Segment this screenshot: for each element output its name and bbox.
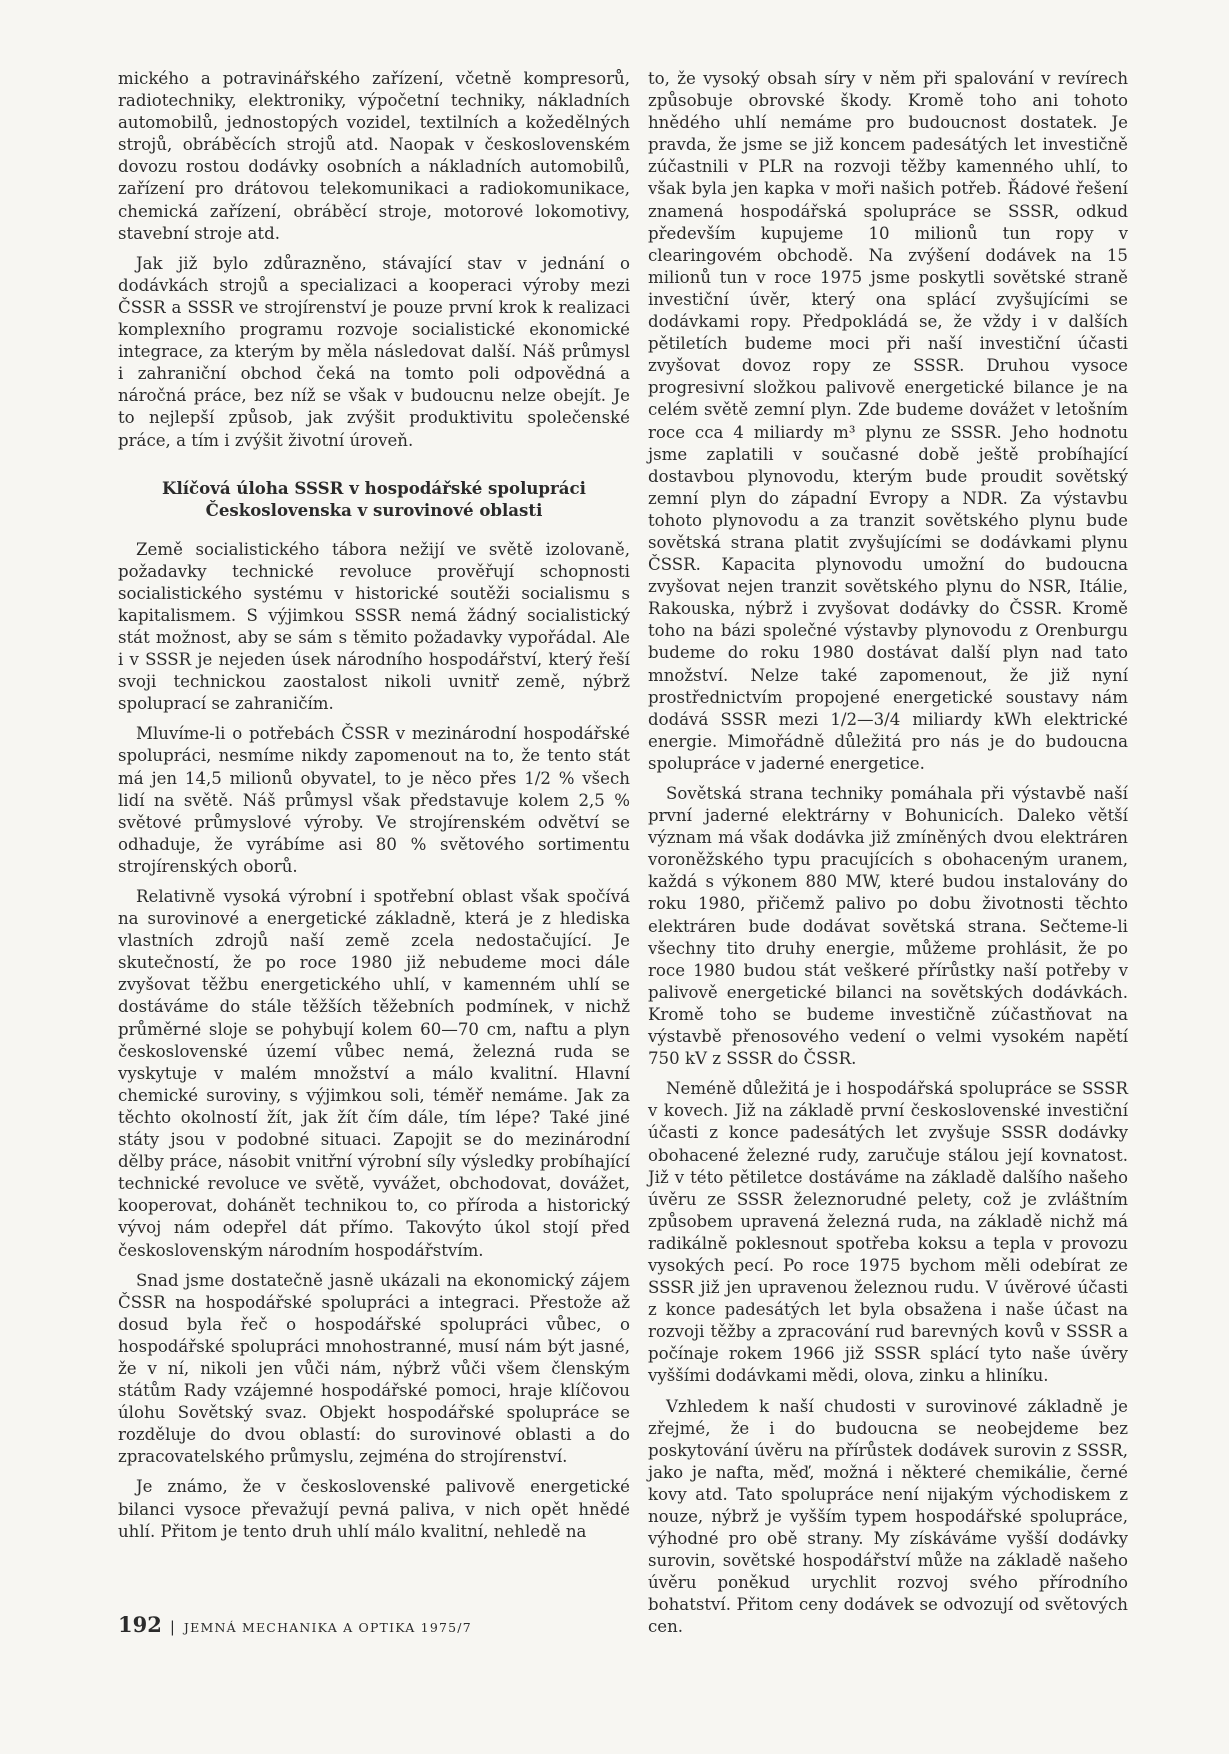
footer-separator: | [169,1618,176,1636]
page-footer [118,1612,472,1637]
paragraph: Snad jsme dostatečně jasně ukázali na ekonomický zájem ČSSR na hospodářské spolupráci a integraci. Přestože až dosud byla řeč o hospodářské spolupráci vůbec, o hospodářské spolupráci mnohostranné, musí nám být jasné, že v ní, nikoli jen vůči nám, nýbrž vůči všem členským státům Rady vzájemné hospodářské pomoci, hraje klíčovou úlohu Sovětský svaz. Objekt hospodářské spolupráce se rozděluje do dvou oblastí: do surovinové oblasti a do zpracovatelského průmyslu, zejména do strojírenství. [118,1270,630,1467]
paragraph: Země socialistického tábora nežijí ve světě izolovaně, požadavky technické revoluce prověřují schopnosti socialistického systému v historické soutěži socialismu s kapitalismem. S výjimkou SSSR nemá žádný socialistický stát možnost, aby se sám s těmito požadavky vypořádal. Ale i v SSSR je nejeden úsek národního hospodářství, který řeší svoji technickou zaostalost nikoli uvnitř země, nýbrž spoluprací se zahraničím. [118,539,630,714]
paragraph: Relativně vysoká výrobní i spotřební oblast však spočívá na surovinové a energetické základně, která je z hlediska vlastních zdrojů naší země zcela nedostačující. Je skutečností, že po roce 1980 již nebudeme moci dále zvyšovat těžbu energetického uhlí, v kamenném uhlí se dostáváme do stále těžších těžebních podmínek, v nichž průměrné sloje se pohybují kolem 60—70 cm, naftu a plyn československé území vůbec nemá, železná ruda se vyskytuje v malém množství a málo kvalitní. Hlavní chemické suroviny, s výjimkou soli, téměř nemáme. Jak za těchto okolností žít, jak žít čím dále, tím lépe? Také jiné státy jsou v podobné situaci. Zapojit se do mezinárodní dělby práce, násobit vnitřní výrobní síly výsledky probíhající technické revoluce ve světě, vyvážet, obchodovat, dovážet, kooperovat, dohánět technikou to, co příroda a historický vývoj nám odepřel dát přímo. Takovýto úkol stojí před československým národním hospodářstvím. [118,887,630,1260]
left-column [118,68,630,1551]
paragraph: mického a potravinářského zařízení, včetně kompresorů, radiotechniky, elektroniky, výpočetní techniky, nákladních automobilů, jednostopých vozidel, textilních a kožedělných strojů, obráběcích strojů atd. Naopak v československém dovozu rostou dodávky osobních a nákladních automobilů, zařízení pro drátovou telekomunikaci a radiokomunikace, chemická zařízení, obráběcí stroje, motorové lokomotivy, stavební stroje atd. [118,69,630,243]
paragraph: Vzhledem k naší chudosti v surovinové základně je zřejmé, že i do budoucna se neobejdeme bez poskytování úvěru na přírůstek dodávek surovin z SSSR, jako je nafta, měď, možná i některé chemikálie, černé kovy atd. Tato spolupráce není nijakým východiskem z nouze, nýbrž je vyšším typem hospodářské spolupráce, výhodné pro obě strany. My získáváme vyšší dodávky surovin, sovětské hospodářství může na základě našeho úvěru poněkud urychlit rozvoj svého přírodního bohatství. Přitom ceny dodávek se odvozují od světových cen. [648,1396,1128,1637]
paragraph: Je známo, že v československé palivově energetické bilanci vysoce převažují pevná paliva, v nich opět hnědé uhlí. Přitom je tento druh uhlí málo kvalitní, nehledě na [118,1477,630,1541]
section-heading-line: Klíčová úloha SSSR v hospodářské spolupráci [162,477,586,498]
paragraph: Mluvíme-li o potřebách ČSSR v mezinárodní hospodářské spolupráci, nesmíme nikdy zapomenout na to, že tento stát má jen 14,5 milionů obyvatel, to je něco přes 1/2 % všech lidí na světě. Náš průmysl však představuje kolem 2,5 % světové průmyslové výroby. Ve strojírenském odvětví se odhaduje, že vyrábíme asi 80 % světového sortimentu strojírenských oborů. [118,724,630,876]
journal-title: JEMNÁ MECHANIKA A OPTIKA 1975/7 [183,1620,472,1635]
paragraph: Jak již bylo zdůrazněno, stávající stav v jednání o dodávkách strojů a specializaci a kooperaci výroby mezi ČSSR a SSSR ve strojírenství je pouze první krok k realizaci komplexního programu rozvoje socialistické ekonomické integrace, za kterým by měla následovat další. Náš průmysl i zahraniční obchod čeká na tomto poli odpovědná a náročná práce, bez níž se však v budoucnu nelze obejít. Je to nejlepší způsob, jak zvýšit produktivitu společenské práce, a tím i zvýšit životní úroveň. [118,253,630,450]
paragraph: to, že vysoký obsah síry v něm při spalování v revírech způsobuje obrovské škody. Kromě toho ani tohoto hnědého uhlí nemáme pro budoucnost dostatek. Je pravda, že jsme se již koncem padesátých let investičně zúčastnili v PLR na rozvoji těžby kamenného uhlí, to však byla jen kapka v moři našich potřeb. Řádové řešení znamená hospodářská spolupráce se SSSR, odkud především kupujeme 10 milionů tun ropy v clearingovém obchodě. Na zvýšení dodávek na 15 milionů tun v roce 1975 jsme poskytli sovětské straně investiční úvěr, který ona splácí zvyšujícími se dodávkami ropy. Předpokládá se, že vždy i v dalších pětiletích budeme moci při naší investiční účasti zvyšovat dovoz ropy ze SSSR. Druhou vysoce progresivní složkou palivově energetické bilance je na celém světě zemní plyn. Zde budeme dovážet v letošním roce cca 4 miliardy m³ plynu ze SSSR. Jeho hodnotu jsme zaplatili v současné době ještě probíhající dostavbou plynovodu, kterým bude proudit sovětský zemní plyn do západní Evropy a NDR. Za výstavbu tohoto plynovodu a za tranzit sovětského plynu bude sovětská strana platit zvyšujícími se dodávkami plynu ČSSR. Kapacita plynovodu umožní do budoucna zvyšovat nejen tranzit sovětského plynu do NSR, Itálie, Rakouska, nýbrž i zvyšovat dodávky do ČSSR. Kromě toho na bázi společné výstavby plynovodu z Orenburgu budeme do roku 1980 dostávat další plyn nad tato množství. Nelze také zapomenout, že již nyní prostřednictvím propojené energetické soustavy nám dodává SSSR mezi 1/2—3/4 miliardy kWh elektrické energie. Mimořádně důležitá pro nás je do budoucna spolupráce v jaderné energetice. [648,69,1128,773]
right-column [648,68,1128,1647]
page-number: 192 [118,1612,162,1637]
section-heading-line: Československa v surovinové oblasti [205,499,543,520]
section-heading [118,477,630,521]
paragraph: Neméně důležitá je i hospodářská spolupráce se SSSR v kovech. Již na základě první československé investiční účasti z konce padesátých let zvyšuje SSSR dodávky obohacené železné rudy, zaručuje stálou její kovnatost. Již v této pětiletce dostáváme na základě dalšího našeho úvěru ze SSSR železnorudné pelety, což je zvláštním způsobem upravená železná ruda, na základě nichž má radikálně poklesnout spotřeba koksu a tepla v provozu vysokých pecí. Po roce 1975 bychom měli odebírat ze SSSR již jen upravenou železnou rudu. V úvěrové účasti z konce padesátých let byla obsažena i naše účast na rozvoji těžby a zpracování rud barevných kovů v SSSR a počínaje rokem 1966 již SSSR splácí tyto naše úvěry vyššími dodávkami mědi, olova, zinku a hliníku. [648,1079,1128,1386]
paragraph: Sovětská strana techniky pomáhala při výstavbě naší první jaderné elektrárny v Bohunicích. Daleko větší význam má však dodávka již zmíněných dvou elektráren voroněžského typu pracujících s obohaceným uranem, každá s výkonem 880 MW, které budou instalovány do roku 1980, přičemž palivo po dobu životnosti těchto elektráren bude dodávat sovětská strana. Sečteme-li všechny tito druhy energie, můžeme prohlásit, že po roce 1980 budou stát veškeré přírůstky naší potřeby v palivově energetické bilanci na sovětských dodávkách. Kromě toho se budeme investičně zúčastňovat na výstavbě přenosového vedení o velmi vysokém napětí 750 kV z SSSR do ČSSR. [648,784,1128,1069]
